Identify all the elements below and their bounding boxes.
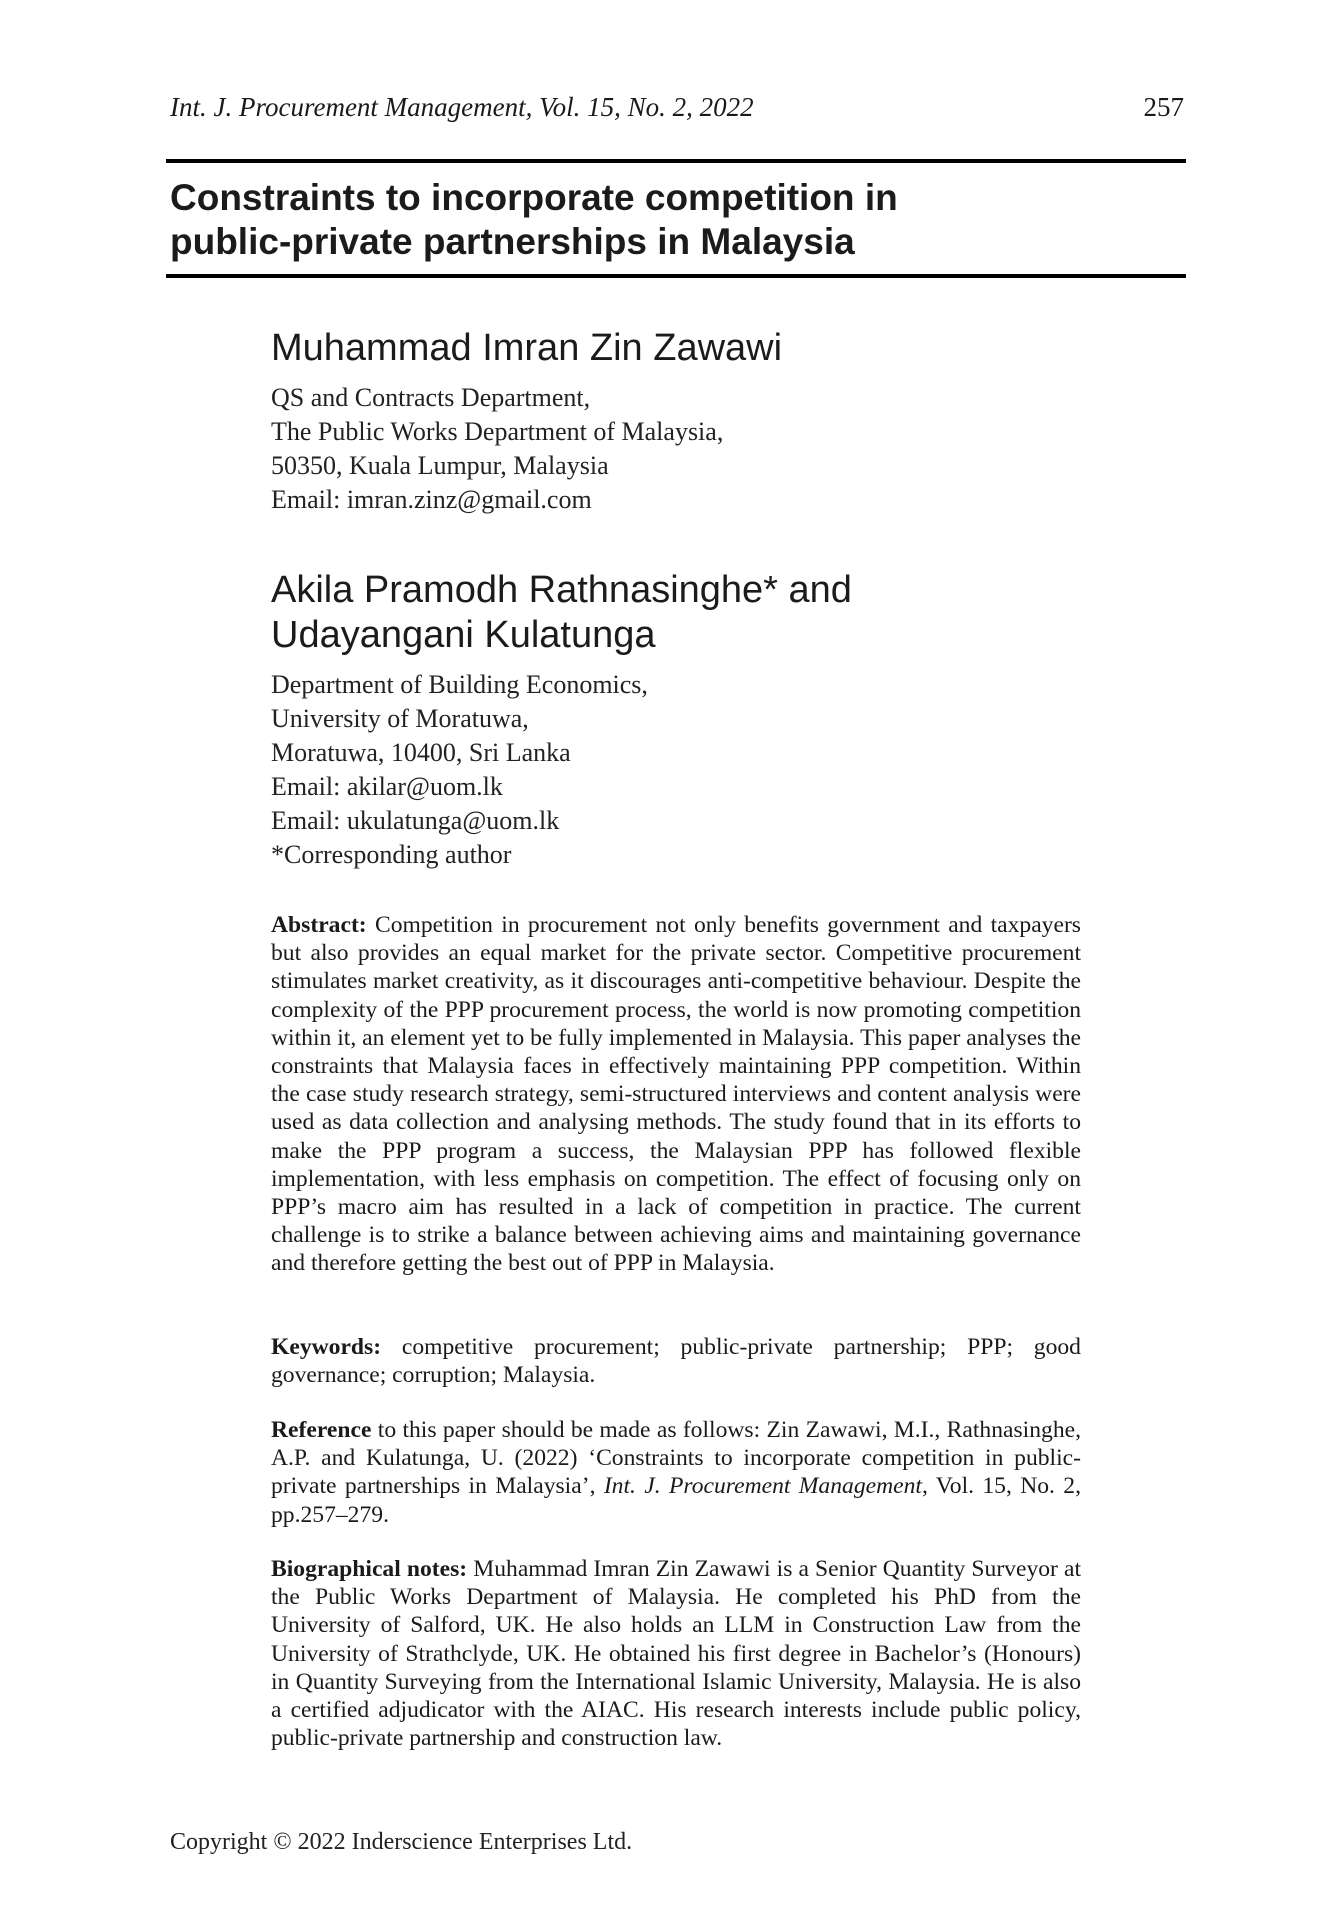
author-email: Email: imran.zinz@gmail.com — [271, 485, 592, 514]
title-bottom-rule — [166, 274, 1186, 278]
title-top-rule — [166, 159, 1186, 163]
keywords-label: Keywords: — [271, 1334, 382, 1360]
author-block-2 — [271, 568, 1111, 872]
reference-label: Reference — [271, 1417, 372, 1443]
reference — [271, 1416, 1081, 1529]
bio-text: Muhammad Imran Zin Zawawi is a Senior Quantity Surveyor at the Public Works Department of Malaysia. He completed his PhD from the University of Salford, UK. He also holds an LLM in Construction Law from the University of Strathclyde, UK. He obtained his first degree in Bachelor’s (Honours) in Quantity Surveying from the International Islamic University, Malaysia. He is also a certified adjudicator with the AIAC. His research interests include public policy, public-private partnership and construction law. — [271, 1556, 1081, 1752]
keywords — [271, 1333, 1081, 1389]
page-number: 257 — [1143, 92, 1184, 122]
copyright-footer: Copyright © 2022 Inderscience Enterprises Ltd. — [170, 1829, 633, 1855]
author-block-1 — [271, 326, 1111, 517]
bio-label: Biographical notes: — [271, 1556, 468, 1582]
keywords-text: competitive procurement; public-private partnership; PPP; good governance; corruption; Malaysia. — [271, 1334, 1081, 1389]
affiliation-line: QS and Contracts Department, — [271, 383, 591, 412]
paper-title-line-1: Constraints to incorporate competition in — [170, 177, 898, 218]
corresponding-author-note: *Corresponding author — [271, 840, 512, 869]
biographical-notes — [271, 1555, 1081, 1752]
reference-text: to this paper should be made as follows: Zin Zawawi, M.I., Rathnasinghe, A.P. and Kulatunga, U. (2022) ‘Constraints to incorporate competition in public-private partnerships in Malaysia’, — [271, 1417, 1081, 1500]
author-name-line: Akila Pramodh Rathnasinghe* and — [271, 569, 852, 611]
author-affiliation — [271, 381, 1111, 517]
paper-title-line-2: public-private partnerships in Malaysia — [170, 221, 855, 262]
author-email: Email: akilar@uom.lk — [271, 772, 503, 801]
reference-volume: , Vol. 15, No. 2, pp.257–279. — [271, 1473, 1081, 1528]
author-affiliation — [271, 668, 1111, 872]
affiliation-line: 50350, Kuala Lumpur, Malaysia — [271, 451, 609, 480]
abstract — [271, 911, 1081, 1278]
journal-citation: Int. J. Procurement Management, Vol. 15, No. 2, 2022 — [170, 92, 754, 122]
affiliation-line: University of Moratuwa, — [271, 704, 529, 733]
author-name-line: Udayangani Kulatunga — [271, 614, 656, 656]
author-name — [271, 568, 1111, 658]
abstract-text: Competition in procurement not only benefits government and taxpayers but also provides an equal market for the private sector. Competitive procurement stimulates market creativity, as it discourages anti-competitive behaviour. Despite the complexity of the PPP procurement process, the world is now promoting competition within it, an element yet to be fully implemented in Malaysia. This paper analyses the constraints that Malaysia faces in effectively maintaining PPP competition. Within the case study research strategy, semi-structured interviews and content analysis were used as data collection and analysing methods. The study found that in its efforts to make the PPP program a success, the Malaysian PPP has followed flexible implementation, with less emphasis on competition. The effect of focusing only on PPP’s macro aim has resulted in a lack of competition in practice. The current challenge is to strike a balance between achieving aims and maintaining governance and therefore getting the best out of PPP in Malaysia. — [271, 912, 1081, 1277]
paper-title — [170, 176, 1170, 264]
affiliation-line: The Public Works Department of Malaysia, — [271, 417, 724, 446]
author-name — [271, 326, 1111, 371]
author-name-line: Muhammad Imran Zin Zawawi — [271, 327, 783, 369]
reference-journal: Int. J. Procurement Management — [603, 1473, 922, 1500]
author-email: Email: ukulatunga@uom.lk — [271, 806, 560, 835]
affiliation-line: Moratuwa, 10400, Sri Lanka — [271, 738, 571, 767]
affiliation-line: Department of Building Economics, — [271, 670, 648, 699]
running-header — [170, 92, 1184, 126]
abstract-label: Abstract: — [271, 912, 367, 938]
